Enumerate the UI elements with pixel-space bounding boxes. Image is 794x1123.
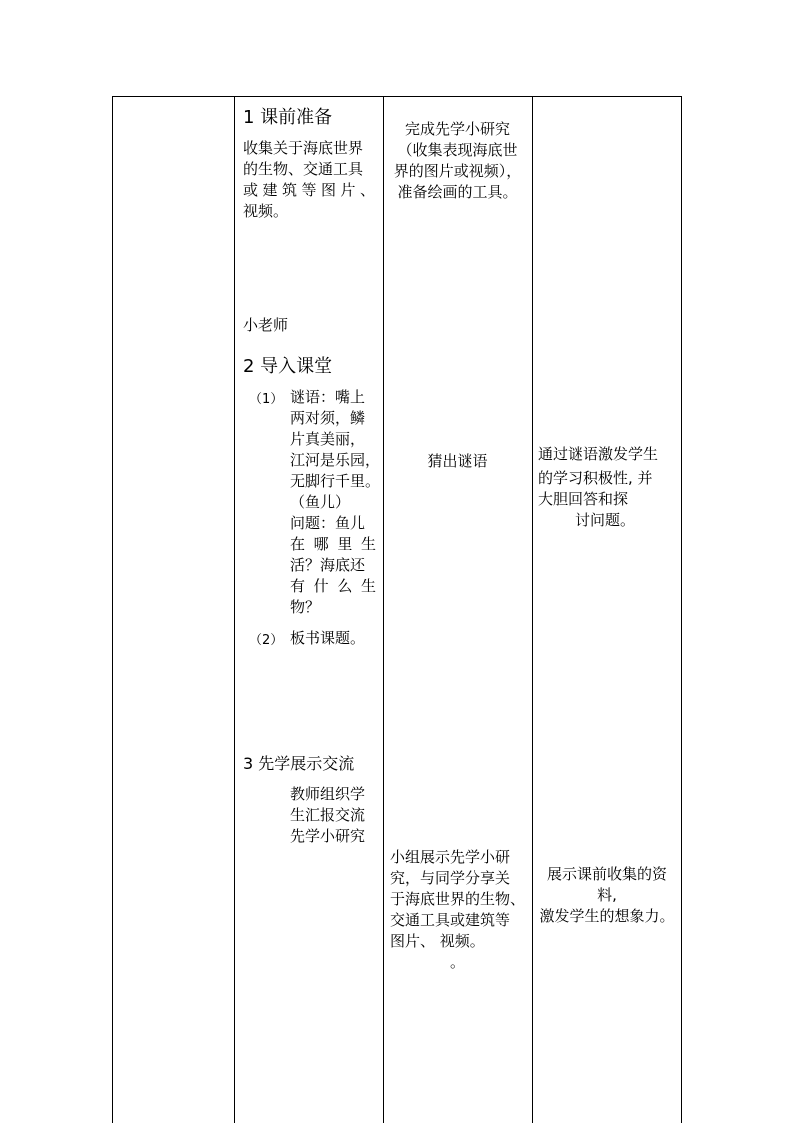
column-divider-2 [383,97,384,1123]
section1-student-line-2: （收集表现海底世 [397,141,518,159]
section3-intent-line-1: 展示课前收集的资 [546,865,667,883]
riddle-line-1: 谜语：嘴上 [290,388,366,406]
section2-intent-line-2: 的学习积极性, 并 [538,469,653,487]
riddle-line-6: （鱼儿） [290,493,351,511]
section1-heading: 1 课前准备 [243,107,333,128]
section2-heading: 2 导入课堂 [243,356,333,377]
section1-body-line-1: 收集关于海底世界 [243,139,364,157]
column-divider-1 [234,97,235,1123]
section2-intent-line-1: 通过谜语激发学生 [538,445,659,463]
section3-student-line-4: 交通工具或建筑等 [390,911,511,929]
section3-body-line-1: 教师组织学 [290,785,366,803]
section1-student-line-3: 界的图片或视频）， [393,162,522,180]
riddle-line-4: 江河是乐园， [290,451,381,469]
riddle-line-11: 物？ [290,598,321,616]
section1-body-line-4: 视频。 [243,202,289,220]
section3-heading: 3 先学展示交流 [243,754,355,773]
section1-body-line-3: 或建筑等图片、 [243,181,375,199]
section3-student-line-3: 于海底世界的生物、 [390,890,526,908]
riddle-line-9: 活？海底还 [290,556,366,574]
section2-intent-line-4: 讨问题。 [575,511,636,529]
section3-student-line-6: 。 [449,953,465,971]
column-divider-3 [532,97,533,1123]
section3-student-line-1: 小组展示先学小研 [390,848,511,866]
section3-student-line-5: 图片、 视频。 [390,932,485,950]
riddle-line-5: 无脚行千里。 [290,472,381,490]
small-teacher-label: 小老师 [243,316,289,334]
section2-student-activity: 猜出谜语 [427,452,488,470]
riddle-line-3: 片真美丽， [290,430,366,448]
section3-intent-line-2: 料, [597,886,617,904]
section1-body-line-2: 的生物、交通工具 [243,160,364,178]
riddle-line-10: 有 什 么 生 [290,577,376,595]
section3-body-line-3: 先学小研究 [290,827,366,845]
riddle-line-8: 在 哪 里 生 [290,535,376,553]
section2-item1-marker: （1） [249,392,284,407]
section3-student-line-2: 究，与同学分享关 [390,869,511,887]
section3-intent-line-3: 激发学生的想象力。 [539,907,675,925]
section2-item2-text: 板书课题。 [290,629,366,647]
riddle-line-7: 问题：鱼儿 [290,514,366,532]
section1-student-line-4: 准备绘画的工具。 [397,183,518,201]
section2-intent-line-3: 大胆回答和探 [538,490,629,508]
section2-item2-marker: （2） [249,633,284,648]
section1-student-line-1: 完成先学小研究 [404,120,510,138]
riddle-line-2: 两对须，鳞 [290,409,366,427]
section3-body-line-2: 生汇报交流 [290,806,366,824]
